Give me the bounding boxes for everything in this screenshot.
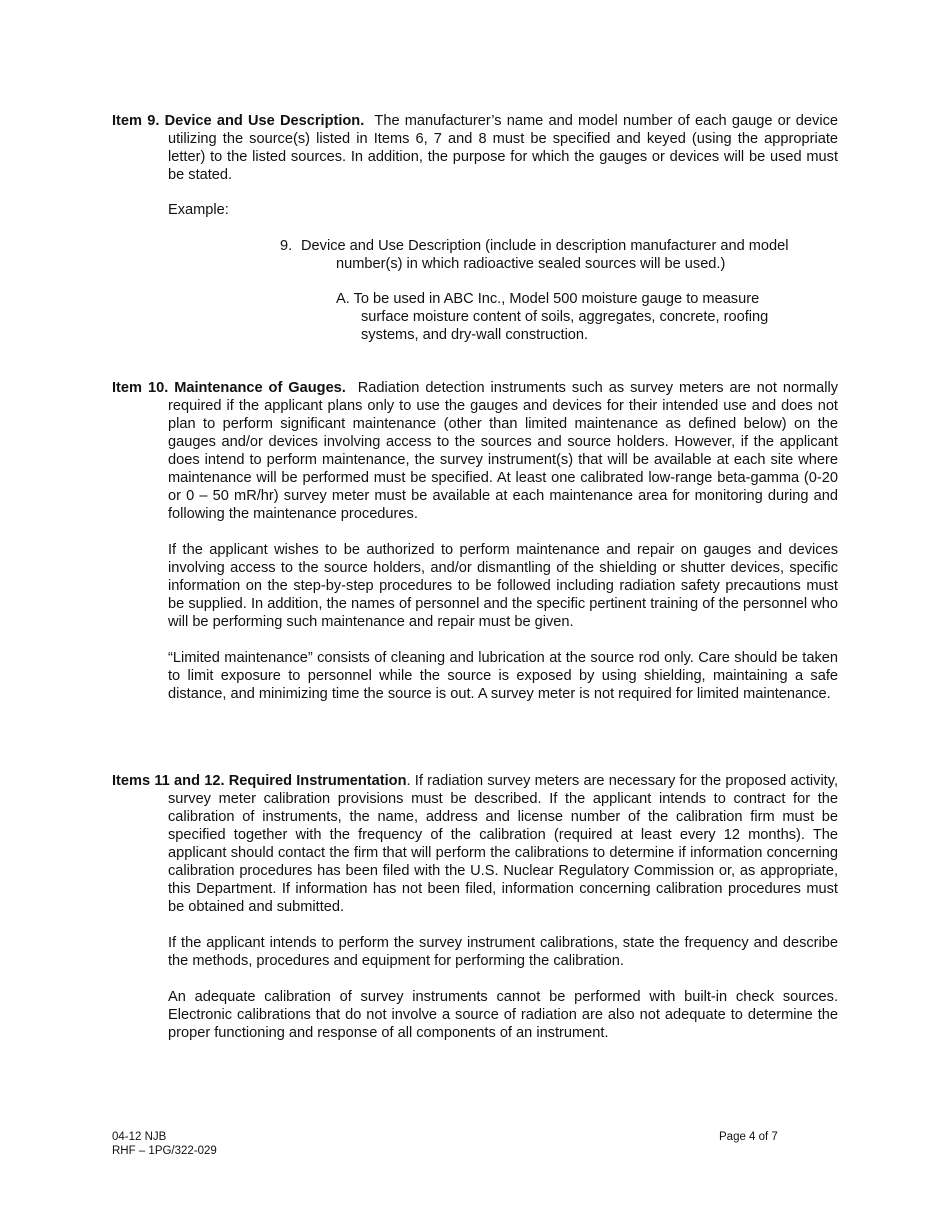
footer-code-line-2: RHF – 1PG/322-029 xyxy=(112,1145,217,1157)
item-10-label: Item 10. Maintenance of Gauges. xyxy=(112,380,346,396)
item-9-section xyxy=(112,112,838,184)
example-heading xyxy=(280,237,840,273)
example-a-line-2: surface moisture content of soils, aggregates, concrete, roofing xyxy=(361,309,769,325)
item-10-section xyxy=(112,379,838,703)
footer-page-number: Page 4 of 7 xyxy=(719,1131,778,1143)
example-a-line-1: A. To be used in ABC Inc., Model 500 moisture gauge to measure xyxy=(336,291,760,307)
item-11-12-label: Items 11 and 12. Required Instrumentation xyxy=(112,773,407,789)
item-10-paragraph-2: If the applicant wishes to be authorized to perform maintenance and repair on gauges and devices involving access to the source holders, and/or dismantling of the shielding or shutter devices, specific information on the step-by-step procedures to be followed including radiation safety precautions must be supplied. In addition, the names of personnel and the specific pertinent training of the personnel who will be performing such maintenance and repair must be given. xyxy=(168,542,838,630)
example-heading-line-2: number(s) in which radioactive sealed sources will be used.) xyxy=(336,256,726,272)
item-11-12-section xyxy=(112,772,838,1042)
footer-code-line-1: 04-12 NJB xyxy=(112,1131,167,1143)
item-11-12-text: . If radiation survey meters are necessary for the proposed activity, survey meter calibration provisions must be described. If the applicant intends to contract for the calibration of instruments, the name, address and license number of the calibration firm must be specified together with the frequency of the calibration (required at least every 12 months). The applicant should contact the firm that will perform the calibrations to determine if information concerning calibration procedures has been filed with the U.S. Nuclear Regulatory Commission or, as appropriate, this Department. If information has not been filed, information concerning calibration procedures must be obtained and submitted. xyxy=(168,773,839,915)
example-heading-number: 9. xyxy=(280,238,293,254)
example-label: Example: xyxy=(168,202,229,218)
example-a-line-3: systems, and dry-wall construction. xyxy=(361,327,589,343)
item-11-12-paragraph xyxy=(112,772,838,916)
item-10-paragraph-3: “Limited maintenance” consists of cleaning and lubrication at the source rod only. Care should be taken to limit exposure to personnel while the source is exposed by using shielding, maintaining a safe distance, and minimizing time the source is out. A survey meter is not required for limited maintenance. xyxy=(168,650,838,702)
item-10-paragraph xyxy=(112,379,838,523)
item-9-paragraph xyxy=(112,112,838,184)
item-9-text: The manufacturer’s name and model number of each gauge or device utilizing the source(s) listed in Items 6, 7 and 8 must be specified and keyed (using the appropriate letter) to the listed sources. In addition, the purpose for which the gauges or devices will be used must be stated. xyxy=(168,113,838,183)
example-item-a xyxy=(336,290,816,344)
item-11-12-paragraph-2: If the applicant intends to perform the survey instrument calibrations, state the frequency and describe the methods, procedures and equipment for performing the calibration. xyxy=(168,935,838,969)
example-heading-line-1: Device and Use Description (include in description manufacturer and model xyxy=(301,238,789,254)
item-9-label: Item 9. Device and Use Description. xyxy=(112,113,365,129)
item-10-text: Radiation detection instruments such as survey meters are not normally required if the applicant plans only to use the gauges and devices for their intended use and does not plan to perform significant maintenance (other than limited maintenance as defined below) on the gauges and/or devices involving access to the sources and source holders. However, if the applicant does intend to perform maintenance, the survey instrument(s) that will be available at each site where maintenance will be performed must be specified. At least one calibrated low-range beta-gamma (0-20 or 0 – 50 mR/hr) survey meter must be available at each maintenance area for monitoring during and following the maintenance procedures. xyxy=(168,380,838,522)
item-11-12-paragraph-3: An adequate calibration of survey instruments cannot be performed with built-in check sources. Electronic calibrations that do not involve a source of radiation are also not adequate to determine the proper functioning and response of all components of an instrument. xyxy=(168,989,838,1041)
footer-form-code xyxy=(112,1130,217,1158)
